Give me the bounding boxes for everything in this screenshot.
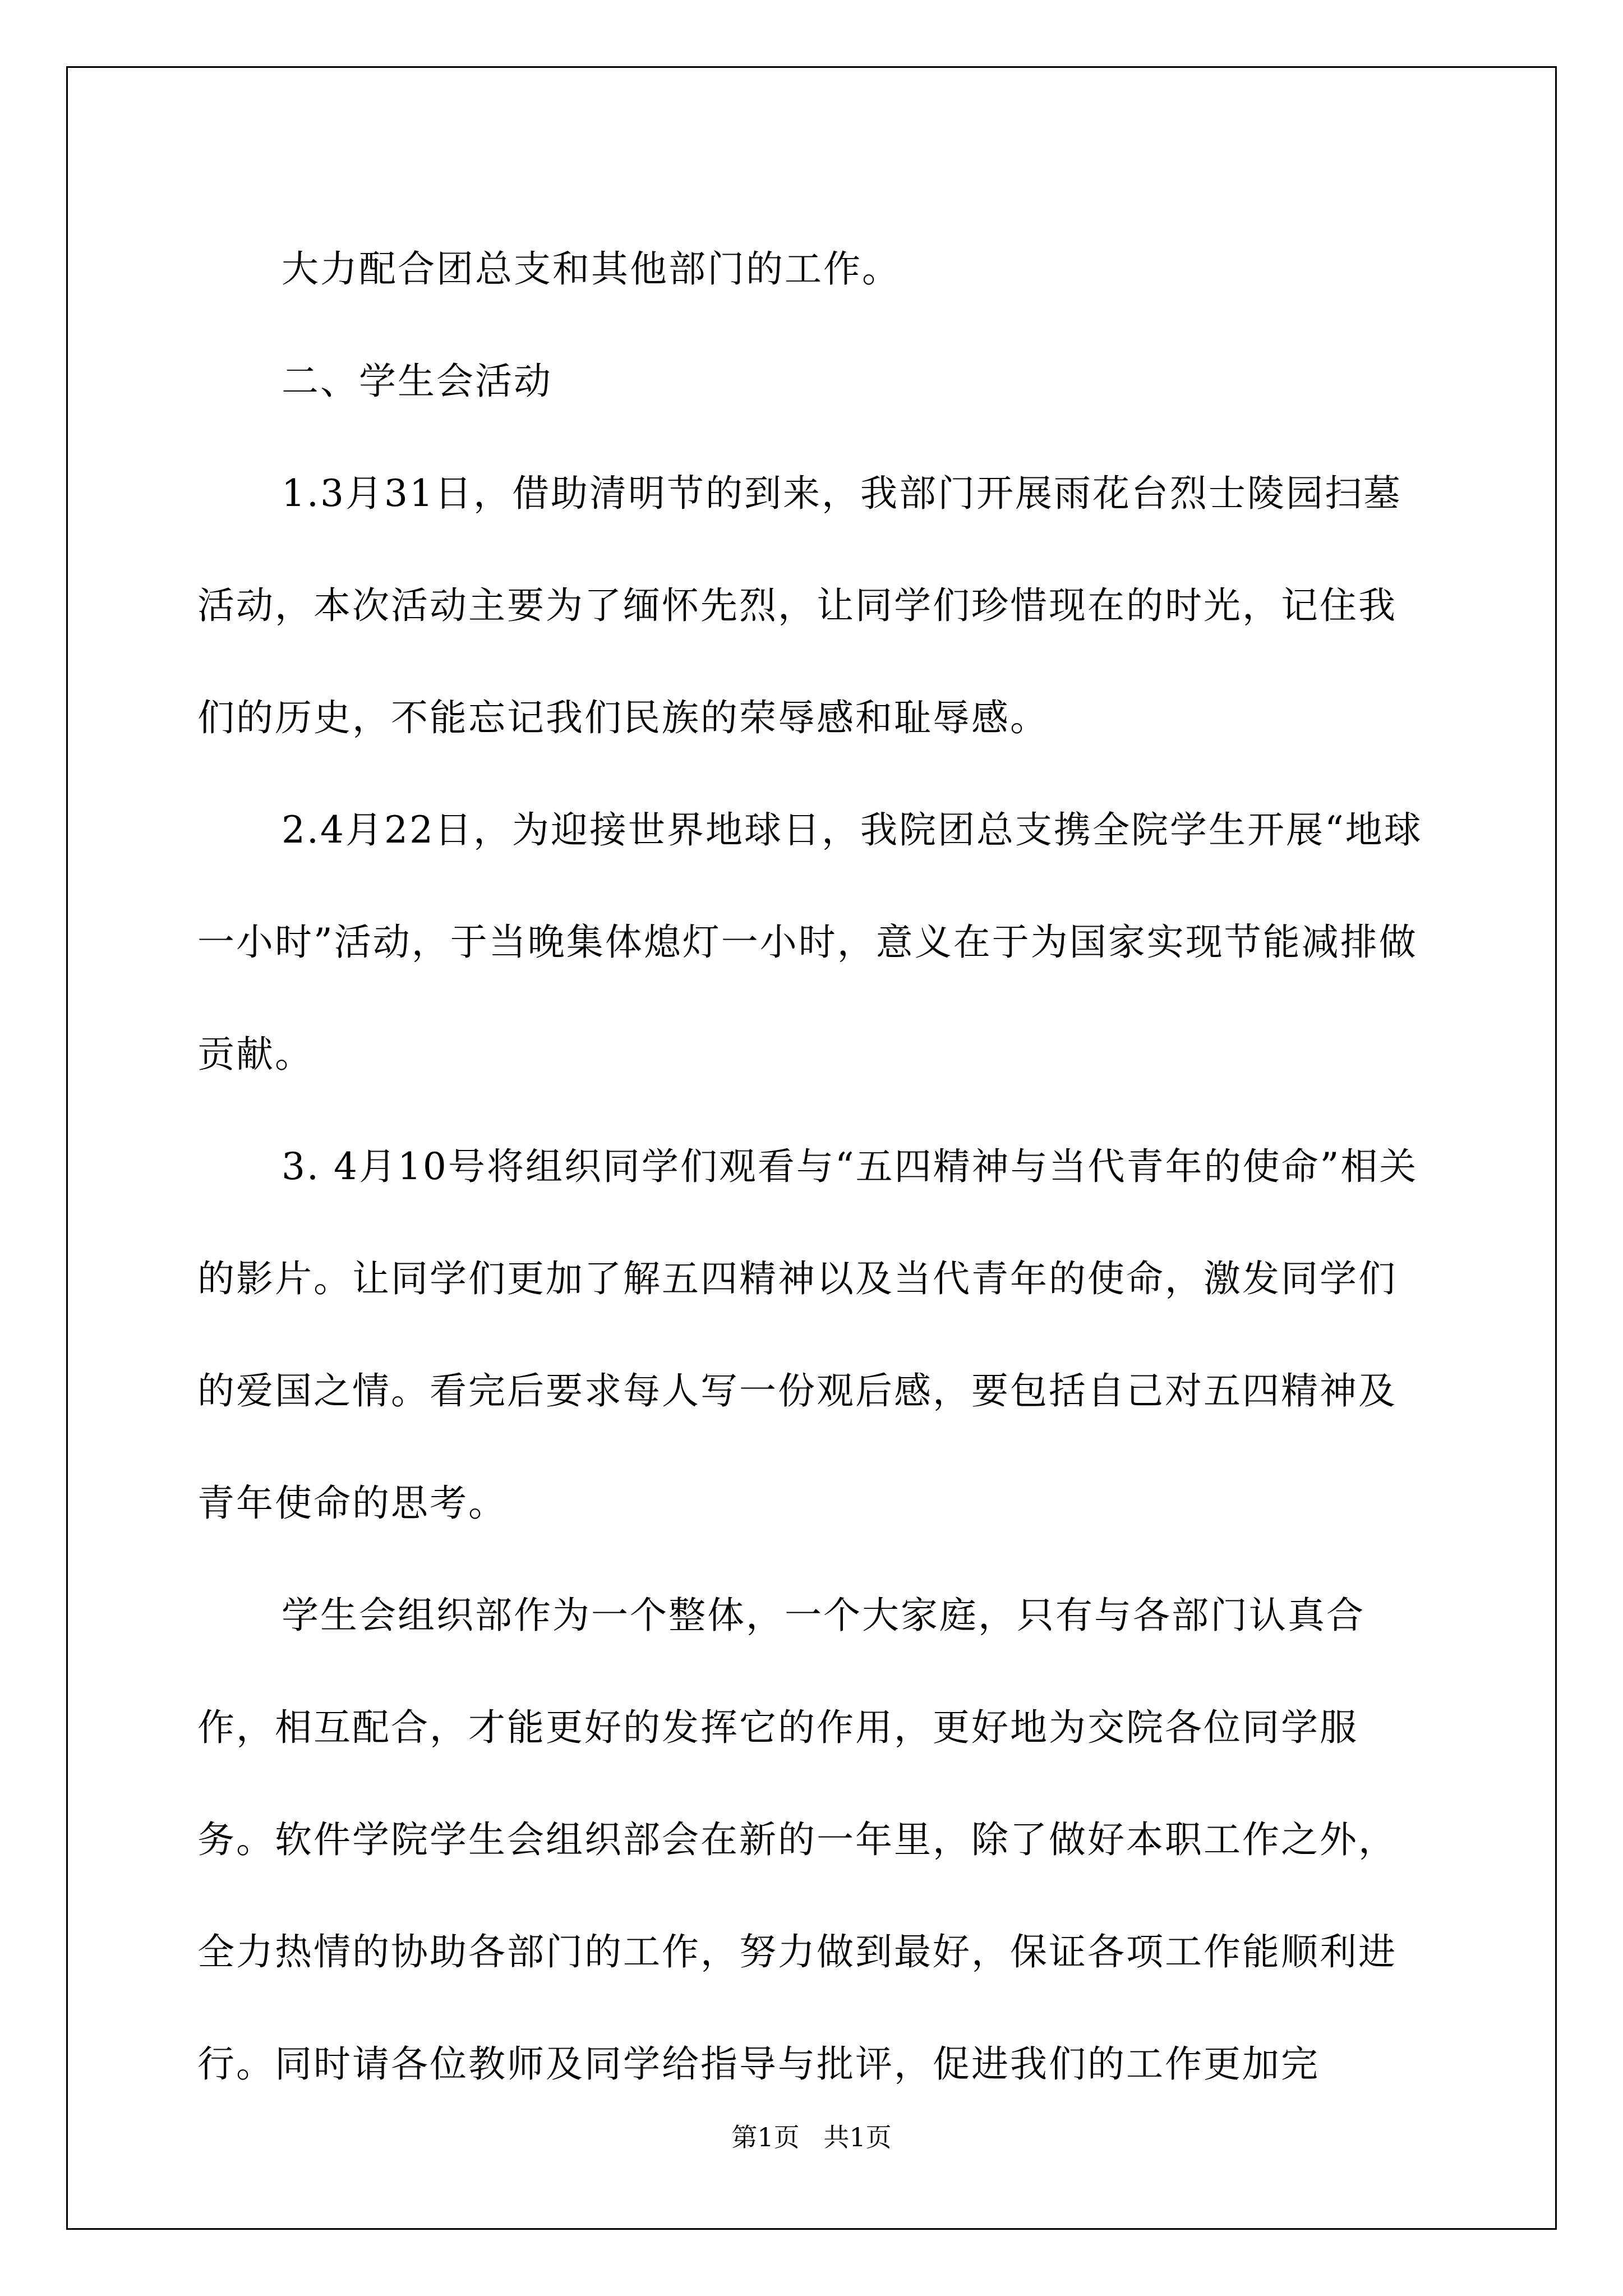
section-heading: 二、学生会活动 xyxy=(282,360,552,403)
paragraph-summary: 学生会组织部作为一个整体，一个大家庭，只有与各部门认真合作，相互配合，才能更好的发挥它的作用，更好地为交院各位同学服务。软件学院学生会组织部会在新的一年里，除了做好本职工作之外，全力热情的协助各部门的工作，努力做到最好，保证各项工作能顺利进行。同时请各位教师及同学给指导与批评，促进我们的工作更加完 xyxy=(197,1594,1397,2086)
paragraph-1: 大力配合团总支和其他部门的工作。 xyxy=(282,247,901,291)
document-body xyxy=(197,213,1431,2120)
page-total: 共1页 xyxy=(823,2122,892,2152)
paragraph-activity-1: 1.3月31日，借助清明节的到来，我部门开展雨花台烈士陵园扫墓活动，本次活动主要为了缅怀先烈，让同学们珍惜现在的时光，记住我们的历史，不能忘记我们民族的荣辱感和耻辱感。 xyxy=(197,472,1402,739)
page-footer xyxy=(0,2120,1623,2154)
page-number: 第1页 xyxy=(731,2122,800,2152)
paragraph-activity-2: 2.4月22日，为迎接世界地球日，我院团总支携全院学生开展“地球一小时”活动，于当晚集体熄灯一小时，意义在于为国家实现节能减排做贡献。 xyxy=(197,808,1423,1076)
paragraph-activity-3: 3. 4月10号将组织同学们观看与“五四精神与当代青年的使命”相关的影片。让同学们更加了解五四精神以及当代青年的使命，激发同学们的爱国之情。看完后要求每人写一份观后感，要包括自己对五四精神及青年使命的思考。 xyxy=(197,1145,1418,1525)
